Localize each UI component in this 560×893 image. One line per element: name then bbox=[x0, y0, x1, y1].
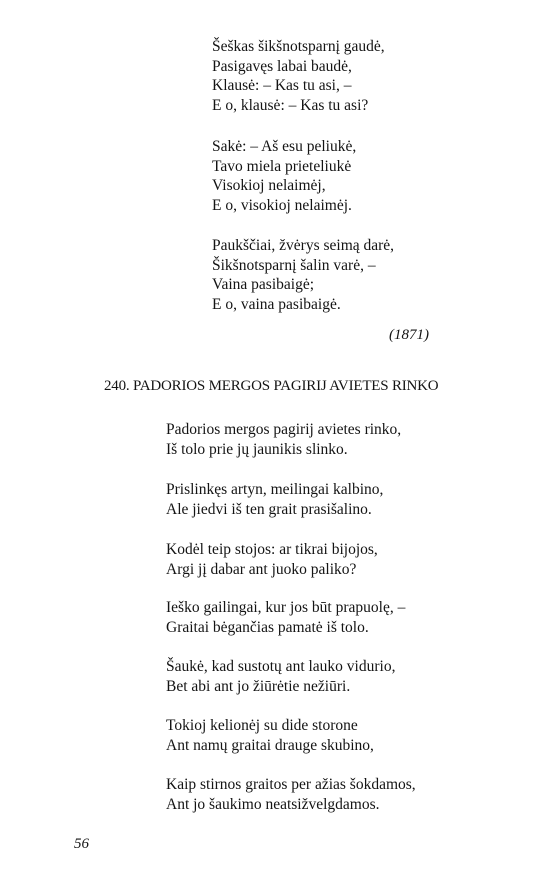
poem-line: E o, klausė: – Kas tu asi? bbox=[212, 96, 369, 114]
poem-line: Kaip stirnos graitos per ažias šokdamos, bbox=[166, 776, 416, 793]
poem-line: Prislinkęs artyn, meilingai kalbino, bbox=[166, 481, 384, 498]
poem1-date: (1871) bbox=[389, 327, 429, 343]
poem-line: Bet abi ant jo žiūrėtie nežiūri. bbox=[166, 677, 351, 695]
poem-line: E o, visokioj nelaimėj. bbox=[212, 196, 352, 214]
poem2-stanza-1 bbox=[166, 420, 401, 459]
poem1-stanza-3 bbox=[212, 236, 394, 314]
poem-line: Klausė: – Kas tu asi, – bbox=[212, 77, 352, 95]
poem-line: Iš tolo prie jų jaunikis slinko. bbox=[166, 440, 348, 458]
poem-line: Vaina pasibaigė; bbox=[212, 276, 315, 294]
poem-line: Pasigavęs labai baudė, bbox=[212, 57, 352, 75]
poem-line: Argi jį dabar ant juoko paliko? bbox=[166, 560, 357, 578]
poem2-stanza-7 bbox=[166, 775, 416, 814]
poem-line: Graitai bėgančias pamatė iš tolo. bbox=[166, 618, 369, 636]
poem-line: Šeškas šikšnotsparnį gaudė, bbox=[212, 38, 385, 55]
poem2-stanza-5 bbox=[166, 657, 395, 696]
poem2-heading: 240. PADORIOS MERGOS PAGIRIJ AVIETES RINKO bbox=[104, 378, 439, 394]
poem-line: Šikšnotsparnį šalin varė, – bbox=[212, 256, 376, 274]
page-number: 56 bbox=[74, 836, 89, 852]
poem-line: Ale jiedvi iš ten grait prasišalino. bbox=[166, 500, 372, 518]
poem-line: Visokioj nelaimėj, bbox=[212, 177, 326, 195]
poem-line: Šaukė, kad sustotų ant lauko vidurio, bbox=[166, 658, 396, 675]
poem1-stanza-2 bbox=[212, 137, 356, 215]
poem2-stanza-3 bbox=[166, 540, 378, 579]
poem-line: Ant jo šaukimo neatsižvelgdamos. bbox=[166, 795, 380, 813]
poem2-stanza-4 bbox=[166, 598, 405, 637]
poem-line: Sakė: – Aš esu peliukė, bbox=[212, 138, 357, 155]
poem-line: Ieško gailingai, kur jos būt prapuolę, – bbox=[166, 599, 406, 616]
poem1-stanza-1 bbox=[212, 37, 385, 115]
poem-line: Tokioj kelionėj su dide storone bbox=[166, 717, 358, 734]
poem2-stanza-2 bbox=[166, 480, 383, 519]
poem-line: Ant namų graitai drauge skubino, bbox=[166, 736, 374, 754]
poem2-stanza-6 bbox=[166, 716, 374, 755]
poem-line: Kodėl teip stojos: ar tikrai bijojos, bbox=[166, 541, 378, 558]
poem-line: Padorios mergos pagirij avietes rinko, bbox=[166, 421, 402, 438]
poem-line: Tavo miela prieteliukė bbox=[212, 157, 352, 175]
poem-line: E o, vaina pasibaigė. bbox=[212, 295, 341, 313]
poem-line: Paukščiai, žvėrys seimą darė, bbox=[212, 237, 395, 254]
